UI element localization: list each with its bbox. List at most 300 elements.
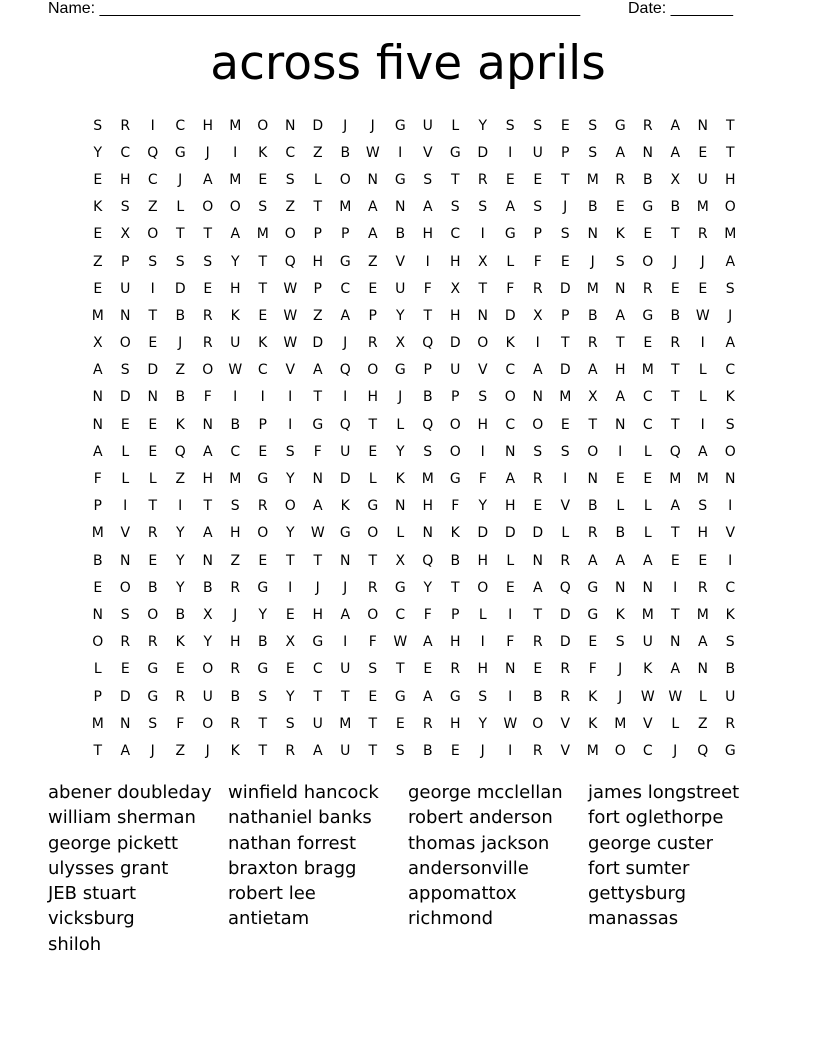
word-list-item: richmond (408, 908, 494, 930)
grid-cell: I (150, 280, 155, 297)
grid-cell: P (93, 688, 102, 705)
grid-cell: L (698, 362, 707, 379)
grid-cell: R (202, 335, 213, 352)
grid-cell: S (560, 443, 570, 460)
grid-cell: E (120, 661, 130, 678)
grid-cell: K (340, 498, 350, 515)
grid-cell: R (202, 307, 213, 324)
word-list-item: thomas jackson (408, 832, 550, 854)
grid-cell: M (586, 742, 599, 759)
grid-cell: K (230, 307, 240, 324)
grid-cell: T (203, 226, 213, 243)
grid-cell: H (422, 226, 434, 243)
grid-cell: Q (669, 443, 681, 460)
grid-cell: N (92, 606, 103, 623)
grid-cell: G (587, 606, 599, 623)
grid-cell: T (588, 416, 598, 433)
word-list-item: vicksburg (48, 908, 135, 930)
word-list-item: fort oglethorpe (588, 807, 724, 829)
grid-cell: D (532, 525, 544, 542)
grid-cell: E (533, 171, 543, 188)
grid-cell: U (340, 661, 351, 678)
grid-cell: P (341, 226, 350, 243)
grid-cell: O (202, 661, 214, 678)
grid-cell: M (614, 715, 627, 732)
grid-cell: S (615, 634, 625, 651)
grid-cell: O (339, 171, 351, 188)
grid-cell: A (725, 335, 736, 352)
grid-cell: E (148, 552, 158, 569)
grid-cell: I (480, 634, 485, 651)
grid-cell: U (450, 362, 461, 379)
grid-cell: Z (285, 199, 296, 216)
grid-cell: X (587, 389, 598, 406)
grid-cell: L (368, 471, 377, 488)
grid-cell: T (560, 171, 570, 188)
grid-cell: E (643, 226, 653, 243)
grid-cell: L (561, 525, 570, 542)
grid-cell: E (588, 634, 598, 651)
grid-cell: M (586, 171, 599, 188)
grid-cell: J (343, 579, 348, 596)
grid-cell: X (450, 280, 461, 297)
grid-cell: L (671, 715, 680, 732)
word-list-item: abener doubleday (48, 782, 212, 803)
grid-cell: T (725, 117, 735, 134)
grid-cell: R (615, 171, 626, 188)
grid-cell: I (618, 443, 623, 460)
grid-cell: T (670, 416, 680, 433)
grid-cell: E (698, 144, 708, 161)
grid-cell: C (505, 362, 516, 379)
grid-row (84, 465, 744, 492)
grid-cell: R (697, 226, 708, 243)
grid-cell: S (120, 199, 130, 216)
grid-cell: G (394, 579, 406, 596)
grid-cell: D (312, 335, 324, 352)
grid-cell: E (505, 579, 515, 596)
grid-cell: N (505, 661, 516, 678)
grid-cell: I (260, 389, 265, 406)
grid-cell: T (148, 498, 158, 515)
grid-cell: Y (230, 253, 240, 270)
grid-cell: Y (203, 634, 213, 651)
word-list-item: gettysburg (588, 883, 686, 905)
word-list-item: antietam (228, 908, 310, 930)
grid-cell: C (175, 117, 186, 134)
grid-cell: C (340, 280, 351, 297)
grid-cell: U (395, 280, 406, 297)
grid-cell: H (504, 498, 516, 515)
grid-cell: W (283, 280, 298, 297)
grid-cell: B (175, 606, 186, 623)
word-column (228, 780, 408, 932)
grid-cell: E (368, 280, 378, 297)
grid-cell: K (505, 335, 515, 352)
grid-cell: R (367, 335, 378, 352)
grid-cell: O (257, 525, 269, 542)
grid-cell: B (340, 144, 351, 161)
grid-cell: S (148, 253, 158, 270)
word-list-item: george mcclellan (408, 782, 563, 803)
grid-cell: U (642, 634, 653, 651)
grid-cell: O (642, 253, 654, 270)
grid-cell: C (230, 443, 241, 460)
grid-cell: A (615, 552, 626, 569)
grid-cell: Y (175, 552, 185, 569)
grid-cell: K (588, 715, 598, 732)
grid-cell: A (312, 742, 323, 759)
grid-cell: O (477, 579, 489, 596)
grid-cell: Q (339, 362, 351, 379)
grid-cell: O (147, 606, 159, 623)
grid-cell: F (423, 606, 432, 623)
grid-row (84, 166, 744, 193)
grid-cell: E (423, 661, 433, 678)
grid-cell: W (668, 688, 683, 705)
grid-cell: B (670, 199, 681, 216)
grid-cell: Y (478, 498, 488, 515)
grid-cell: H (312, 606, 324, 623)
grid-cell: J (728, 307, 733, 324)
grid-cell: A (670, 661, 681, 678)
grid-cell: A (587, 362, 598, 379)
grid-cell: N (312, 471, 323, 488)
grid-cell: E (93, 280, 103, 297)
grid-cell: H (229, 525, 241, 542)
grid-cell: G (147, 661, 159, 678)
grid-cell: B (587, 307, 598, 324)
grid-cell: N (202, 552, 213, 569)
grid-cell: B (395, 226, 406, 243)
grid-cell: A (505, 471, 516, 488)
grid-cell: N (642, 144, 653, 161)
grid-cell: Z (312, 144, 323, 161)
grid-row (84, 194, 744, 221)
grid-cell: R (560, 661, 571, 678)
grid-row (84, 656, 744, 683)
grid-cell: S (725, 416, 735, 433)
grid-cell: R (560, 552, 571, 569)
grid-cell: C (147, 171, 158, 188)
grid-cell: N (477, 307, 488, 324)
grid-cell: L (313, 171, 322, 188)
grid-cell: A (615, 307, 626, 324)
grid-cell: G (449, 144, 461, 161)
grid-cell: E (670, 280, 680, 297)
grid-cell: Z (175, 742, 186, 759)
grid-cell: E (560, 117, 570, 134)
grid-cell: T (258, 742, 268, 759)
grid-cell: H (229, 280, 241, 297)
grid-cell: S (368, 661, 378, 678)
grid-cell: Q (147, 144, 159, 161)
grid-cell: N (120, 552, 131, 569)
grid-cell: T (313, 199, 323, 216)
grid-cell: B (615, 525, 626, 542)
grid-cell: O (724, 199, 736, 216)
grid-cell: L (396, 525, 405, 542)
grid-cell: S (285, 443, 295, 460)
grid-cell: A (92, 362, 103, 379)
grid-cell: E (533, 661, 543, 678)
grid-cell: H (449, 634, 461, 651)
word-list-item: ulysses grant (48, 857, 169, 879)
grid-cell: H (202, 117, 214, 134)
grid-cell: M (91, 307, 104, 324)
grid-cell: O (367, 362, 379, 379)
grid-cell: K (450, 525, 460, 542)
grid-cell: K (615, 226, 625, 243)
grid-cell: T (560, 335, 570, 352)
header (48, 0, 748, 20)
grid-cell: A (532, 579, 543, 596)
grid-cell: T (368, 715, 378, 732)
grid-cell: F (423, 280, 432, 297)
grid-cell: T (313, 552, 323, 569)
grid-cell: I (508, 742, 513, 759)
grid-cell: H (367, 389, 379, 406)
grid-cell: O (532, 416, 544, 433)
grid-cell: O (147, 226, 159, 243)
grid-cell: S (230, 498, 240, 515)
grid-cell: A (532, 362, 543, 379)
grid-cell: I (343, 634, 348, 651)
grid-cell: Q (422, 416, 434, 433)
grid-cell: A (615, 144, 626, 161)
grid-cell: E (148, 416, 158, 433)
grid-cell: M (696, 199, 709, 216)
grid-cell: B (725, 661, 736, 678)
grid-cell: M (696, 471, 709, 488)
grid-cell: S (423, 171, 433, 188)
grid-cell: Y (478, 715, 488, 732)
grid-cell: P (423, 362, 432, 379)
grid-cell: G (312, 416, 324, 433)
grid-cell: K (93, 199, 103, 216)
grid-cell: S (588, 117, 598, 134)
grid-cell: T (450, 171, 460, 188)
word-list-item: george pickett (48, 832, 179, 854)
grid-cell: N (505, 443, 516, 460)
grid-cell: R (147, 634, 158, 651)
grid-row (84, 493, 744, 520)
grid-cell: Q (559, 579, 571, 596)
grid-cell: J (700, 253, 705, 270)
grid-cell: A (367, 199, 378, 216)
grid-cell: Q (284, 253, 296, 270)
grid-cell: X (395, 552, 406, 569)
grid-cell: I (343, 389, 348, 406)
grid-cell: W (503, 715, 518, 732)
word-list-item: james longstreet (588, 782, 740, 803)
grid-cell: R (450, 661, 461, 678)
grid-cell: V (725, 525, 736, 542)
grid-cell: R (230, 579, 241, 596)
grid-cell: S (423, 443, 433, 460)
grid-cell: T (450, 579, 460, 596)
word-list-item: nathan forrest (228, 832, 357, 854)
grid-row (84, 112, 744, 139)
grid-cell: E (120, 416, 130, 433)
grid-cell: L (451, 117, 460, 134)
grid-cell: I (480, 443, 485, 460)
grid-cell: F (478, 471, 487, 488)
grid-cell: S (148, 715, 158, 732)
grid-row (84, 438, 744, 465)
grid-cell: N (120, 307, 131, 324)
grid-cell: L (506, 552, 515, 569)
grid-cell: R (532, 634, 543, 651)
grid-cell: O (449, 443, 461, 460)
grid-cell: I (288, 416, 293, 433)
grid-cell: B (230, 416, 241, 433)
grid-cell: C (642, 389, 653, 406)
grid-cell: S (725, 280, 735, 297)
grid-cell: S (478, 688, 488, 705)
grid-cell: L (148, 471, 157, 488)
grid-cell: A (670, 498, 681, 515)
grid-cell: G (449, 688, 461, 705)
grid-cell: P (451, 389, 460, 406)
grid-cell: N (92, 389, 103, 406)
grid-cell: C (395, 606, 406, 623)
grid-cell: X (202, 606, 213, 623)
grid-cell: J (205, 742, 210, 759)
grid-row (84, 384, 744, 411)
grid-cell: N (367, 171, 378, 188)
grid-cell: S (588, 144, 598, 161)
grid-cell: E (615, 471, 625, 488)
grid-cell: N (422, 525, 433, 542)
grid-cell: E (698, 552, 708, 569)
grid-cell: A (202, 443, 213, 460)
word-list-item: braxton bragg (228, 857, 357, 879)
grid-cell: G (339, 253, 351, 270)
grid-cell: S (505, 117, 515, 134)
grid-cell: S (120, 362, 130, 379)
grid-cell: F (451, 498, 460, 515)
grid-cell: L (121, 471, 130, 488)
grid-cell: C (642, 742, 653, 759)
grid-cell: E (615, 199, 625, 216)
grid-cell: Z (367, 253, 378, 270)
grid-cell: O (119, 579, 131, 596)
grid-cell: H (422, 498, 434, 515)
grid-cell: Z (175, 362, 186, 379)
grid-cell: A (367, 226, 378, 243)
grid-cell: J (205, 144, 210, 161)
grid-cell: D (147, 362, 159, 379)
grid-cell: G (394, 688, 406, 705)
grid-cell: W (283, 307, 298, 324)
grid-cell: L (93, 661, 102, 678)
grid-cell: J (590, 253, 595, 270)
grid-cell: P (561, 144, 570, 161)
grid-cell: R (725, 715, 736, 732)
grid-cell: D (559, 606, 571, 623)
grid-cell: A (642, 552, 653, 569)
grid-cell: M (339, 199, 352, 216)
grid-cell: B (147, 579, 158, 596)
grid-cell: S (725, 634, 735, 651)
grid-cell: T (258, 253, 268, 270)
grid-cell: E (93, 579, 103, 596)
grid-row (84, 547, 744, 574)
grid-row (84, 601, 744, 628)
grid-cell: M (641, 362, 654, 379)
grid-cell: T (725, 144, 735, 161)
grid-cell: G (642, 307, 654, 324)
grid-cell: N (532, 552, 543, 569)
grid-cell: Y (175, 579, 185, 596)
grid-cell: S (258, 688, 268, 705)
grid-cell: X (285, 634, 296, 651)
grid-cell: F (176, 715, 185, 732)
grid-row (84, 330, 744, 357)
grid-cell: N (92, 416, 103, 433)
word-list-item: winfield hancock (228, 782, 379, 803)
grid-cell: R (367, 579, 378, 596)
grid-cell: G (614, 117, 626, 134)
grid-cell: E (670, 552, 680, 569)
word-column (588, 780, 768, 932)
word-column (408, 780, 588, 932)
word-list-item: george custer (588, 832, 714, 854)
grid-cell: G (312, 634, 324, 651)
grid-cell: O (119, 335, 131, 352)
grid-row (84, 710, 744, 737)
grid-cell: S (560, 226, 570, 243)
grid-cell: V (477, 362, 488, 379)
grid-cell: C (120, 144, 131, 161)
grid-row (84, 411, 744, 438)
grid-cell: G (339, 525, 351, 542)
grid-cell: N (725, 471, 736, 488)
grid-cell: Q (174, 443, 186, 460)
grid-cell: T (670, 606, 680, 623)
grid-cell: R (560, 688, 571, 705)
grid-cell: Z (312, 307, 323, 324)
grid-cell: T (395, 661, 405, 678)
grid-cell: G (642, 199, 654, 216)
grid-cell: P (368, 307, 377, 324)
grid-cell: R (175, 688, 186, 705)
grid-cell: I (535, 335, 540, 352)
grid-cell: G (394, 362, 406, 379)
grid-cell: E (395, 715, 405, 732)
grid-cell: U (202, 688, 213, 705)
grid-cell: P (121, 253, 130, 270)
grid-cell: D (504, 525, 516, 542)
grid-cell: W (393, 634, 408, 651)
grid-cell: X (395, 335, 406, 352)
grid-cell: E (148, 335, 158, 352)
grid-cell: S (533, 117, 543, 134)
grid-cell: E (368, 443, 378, 460)
grid-cell: X (670, 171, 681, 188)
grid-cell: J (315, 579, 320, 596)
grid-cell: E (258, 171, 268, 188)
grid-cell: T (313, 688, 323, 705)
grid-cell: E (203, 280, 213, 297)
grid-cell: G (587, 579, 599, 596)
date-label: Date: _______ (628, 0, 733, 17)
grid-cell: R (120, 117, 131, 134)
grid-cell: B (422, 742, 433, 759)
grid-cell: A (202, 525, 213, 542)
grid-cell: A (670, 144, 681, 161)
